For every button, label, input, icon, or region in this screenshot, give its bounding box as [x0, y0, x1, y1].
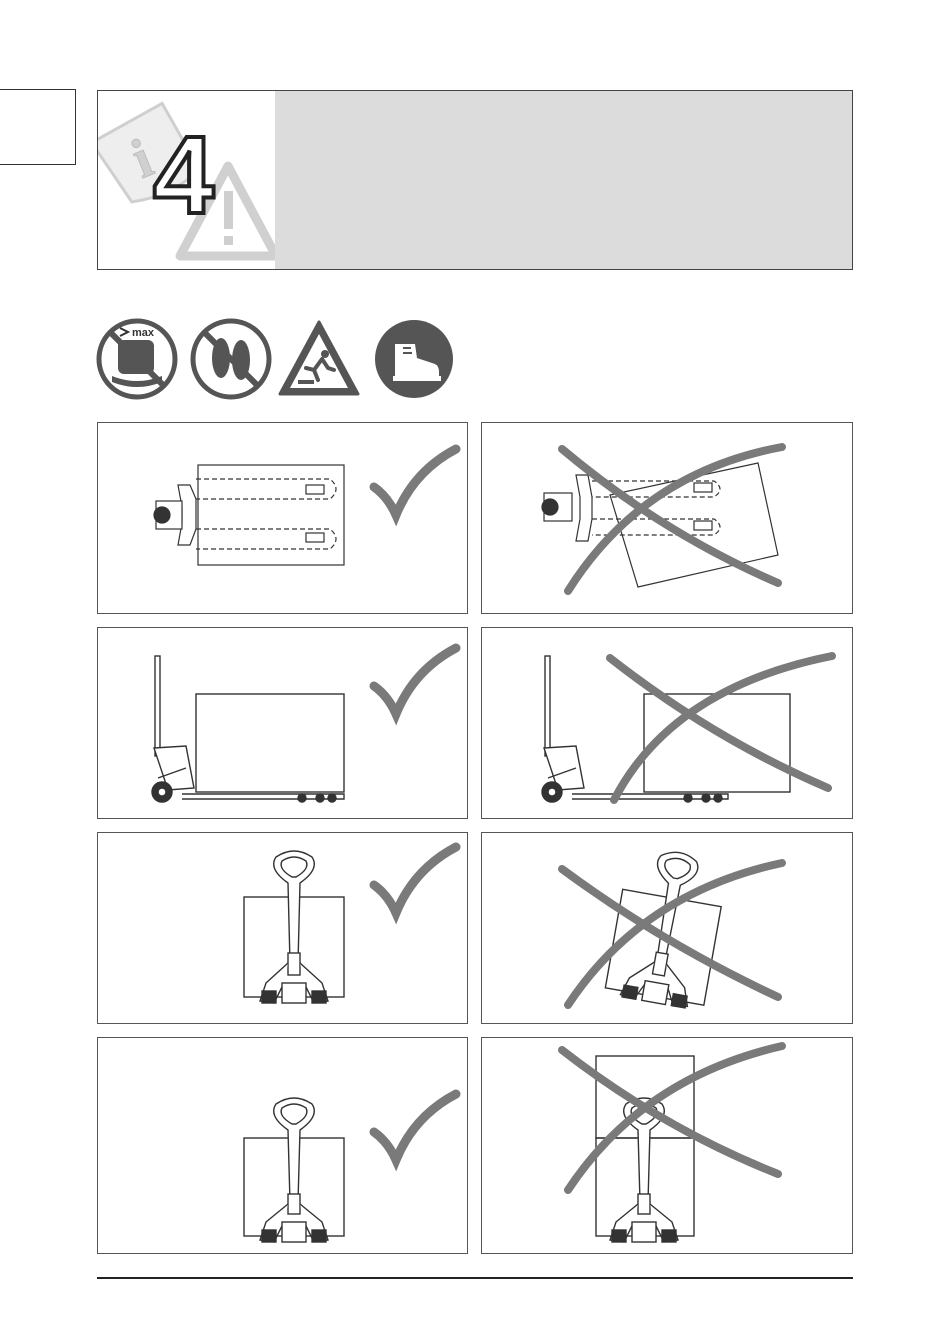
pallet-truck-front-view [244, 851, 344, 1003]
panel-front-view-incorrect [481, 832, 853, 1024]
svg-text:i: i [123, 127, 162, 191]
panel-side-view-correct [97, 627, 468, 819]
panel-front-view-correct [97, 832, 468, 1024]
pallet-truck-front-view [244, 1098, 344, 1242]
pallet-truck-top-view [154, 465, 344, 565]
footer-rule [97, 1277, 853, 1279]
safety-icons-row [96, 318, 456, 400]
check-mark [374, 449, 456, 515]
chapter-side-tab [0, 89, 76, 165]
cross-mark [562, 1046, 782, 1190]
pallet-truck-front-view [604, 844, 729, 1011]
max-load-prohibition-icon [96, 318, 178, 400]
chapter-logo [98, 91, 275, 269]
safety-boots-required-icon [373, 318, 455, 400]
max-label: max [132, 327, 155, 339]
panel-side-view-incorrect [481, 627, 853, 819]
no-feet-under-load-icon [190, 318, 272, 400]
panel-top-view-correct [97, 422, 468, 614]
panel-front-view-stacked-incorrect [481, 1037, 853, 1254]
check-mark [374, 847, 456, 913]
cross-mark [610, 656, 832, 800]
check-mark [374, 648, 456, 714]
pallet-truck-side-view [152, 656, 344, 802]
chapter-header [97, 90, 853, 270]
panel-top-view-incorrect [481, 422, 853, 614]
trip-hazard-warning-icon [278, 318, 360, 400]
chapter-number: 4 [153, 114, 215, 237]
check-mark [374, 1094, 456, 1160]
panel-front-view-low-correct [97, 1037, 468, 1254]
